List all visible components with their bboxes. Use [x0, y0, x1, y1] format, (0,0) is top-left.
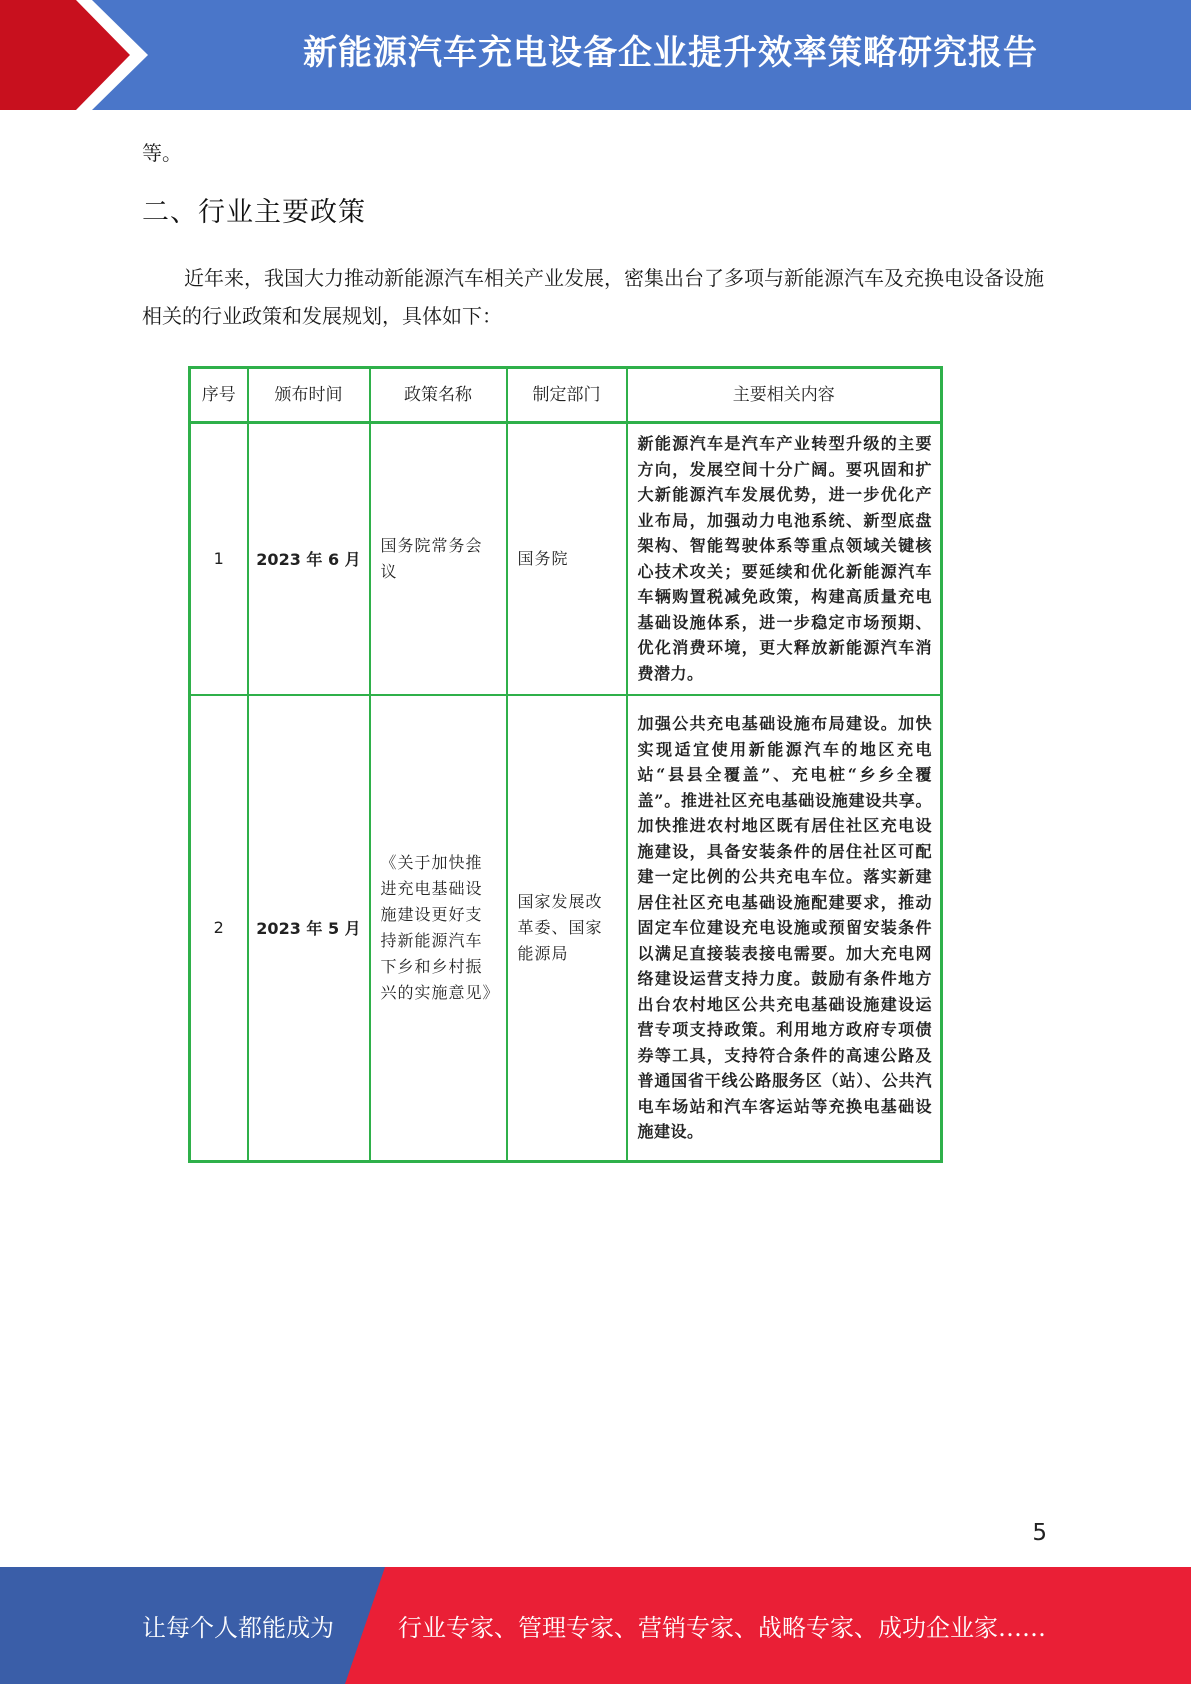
row-content: 新能源汽车是汽车产业转型升级的主要方向，发展空间十分广阔。要巩固和扩大新能源汽车发展优势，进一步优化产业布局，加强动力电池系统、新型底盘架构、智能驾驶体系等重点领域关键核心技术攻关；要延续和优化新能源汽车车辆购置税减免政策，构建高质量充电基础设施体系，进一步稳定市场预期、优化消费环境，更大释放新能源汽车消费潜力。	[627, 423, 942, 695]
header-policy-name: 政策名称	[370, 368, 507, 423]
continuation-text: 等。	[142, 141, 182, 165]
section-title: 二、行业主要政策	[142, 197, 366, 228]
row-department: 国务院	[507, 423, 627, 695]
row-no: 2	[190, 695, 248, 1162]
table-row	[190, 423, 942, 695]
report-title: 新能源汽车充电设备企业提升效率策略研究报告	[303, 33, 1038, 73]
header-department: 制定部门	[507, 368, 627, 423]
row-date: 2023 年 5 月	[248, 695, 370, 1162]
row-policy-name: 国务院常务会议	[370, 423, 507, 695]
header-banner	[0, 0, 1191, 110]
table-header-row	[190, 368, 942, 423]
header-content: 主要相关内容	[627, 368, 942, 423]
header-no: 序号	[190, 368, 248, 423]
row-date: 2023 年 6 月	[248, 423, 370, 695]
row-policy-name: 《关于加快推进充电基础设施建设更好支持新能源汽车下乡和乡村振兴的实施意见》	[370, 695, 507, 1162]
row-no: 1	[190, 423, 248, 695]
footer-banner	[0, 1567, 1191, 1684]
table-row	[190, 695, 942, 1162]
footer-slogan-left: 让每个人都能成为	[142, 1614, 334, 1642]
footer-slogan-right: 行业专家、管理专家、营销专家、战略专家、成功企业家……	[398, 1614, 1046, 1642]
policy-table	[188, 366, 943, 1163]
row-content: 加强公共充电基础设施布局建设。加快实现适宜使用新能源汽车的地区充电站“县县全覆盖”、充电桩“乡乡全覆盖”。推进社区充电基础设施建设共享。加快推进农村地区既有居住社区充电设施建设，具备安装条件的居住社区可配建一定比例的公共充电车位。落实新建居住社区充电基础设施配建要求，推动固定车位建设充电设施或预留安装条件以满足直接装表接电需要。加大充电网络建设运营支持力度。鼓励有条件地方出台农村地区公共充电基础设施建设运营专项支持政策。利用地方政府专项债券等工具，支持符合条件的高速公路及普通国省干线公路服务区（站）、公共汽电车场站和汽车客运站等充换电基础设施建设。	[627, 695, 942, 1162]
intro-paragraph: 近年来，我国大力推动新能源汽车相关产业发展，密集出台了多项与新能源汽车及充换电设备设施相关的行业政策和发展规划，具体如下：	[142, 266, 1044, 328]
row-department: 国家发展改革委、国家能源局	[507, 695, 627, 1162]
header-date: 颁布时间	[248, 368, 370, 423]
page-number: 5	[1032, 1520, 1047, 1546]
